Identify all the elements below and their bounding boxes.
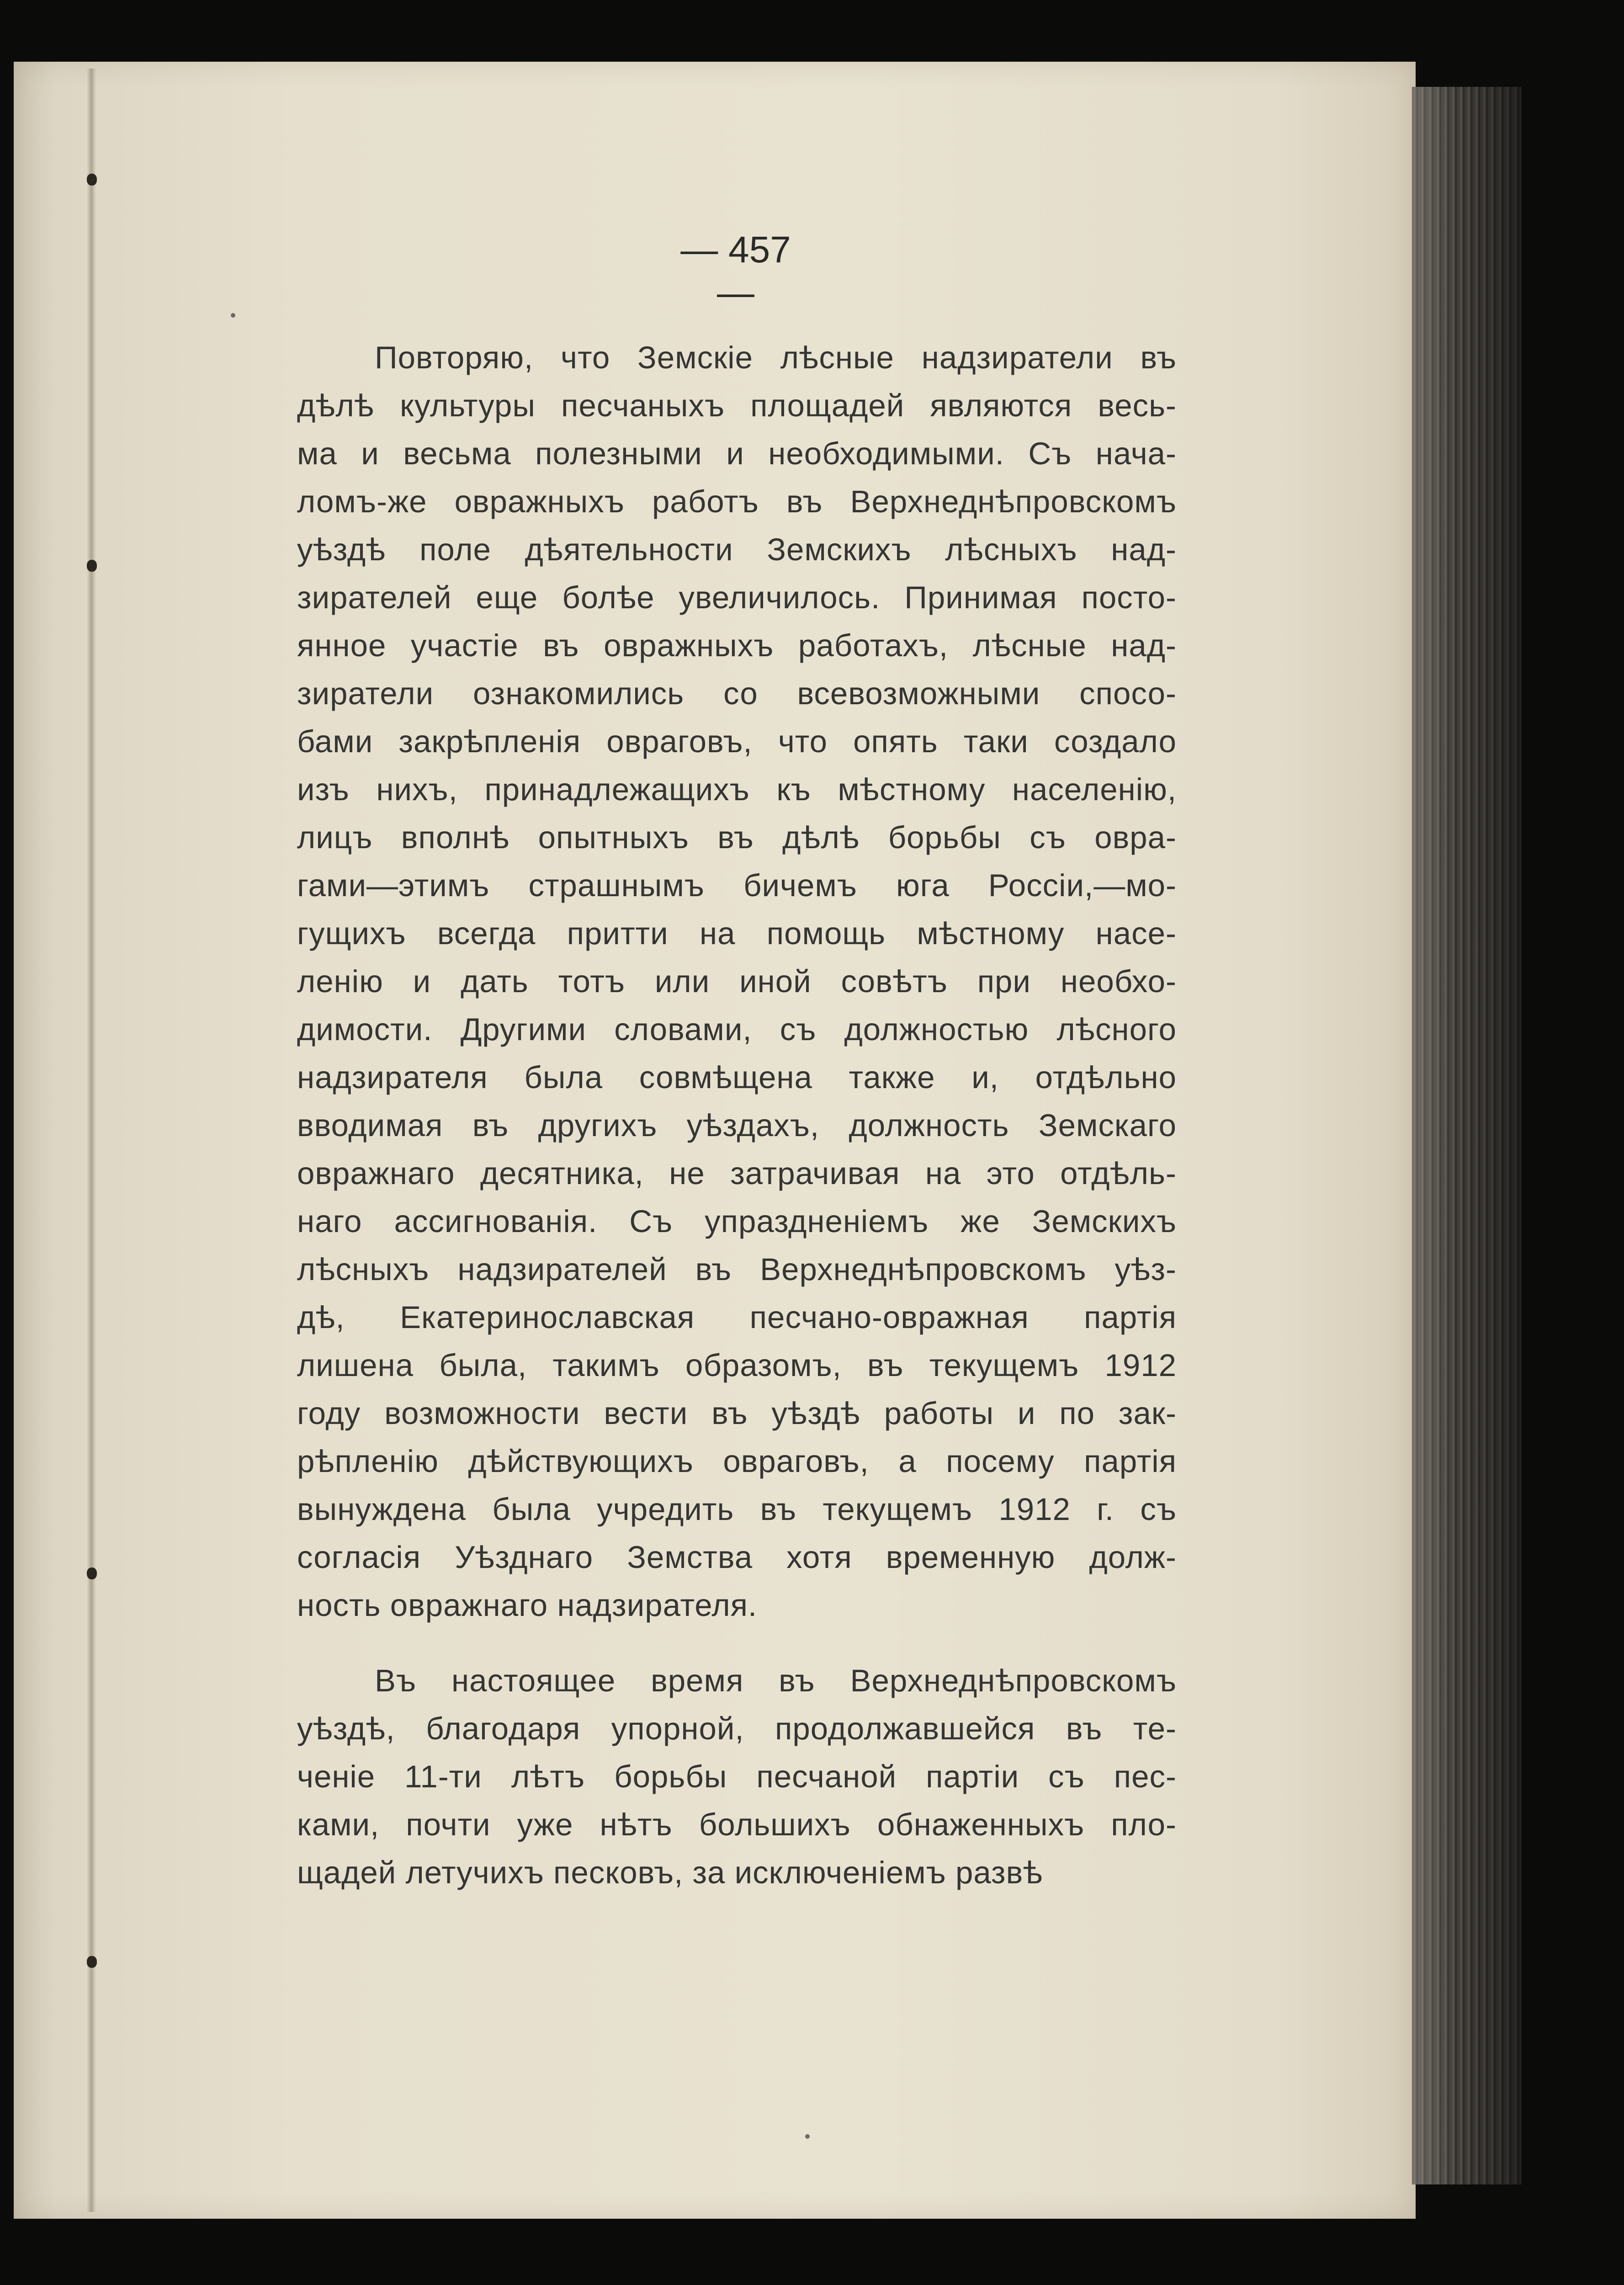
text-line: ленію и дать тотъ или иной совѣтъ при необхо-	[297, 964, 1177, 999]
text-line: изъ нихъ, принадлежащихъ къ мѣстному населенію,	[297, 772, 1177, 807]
text-line: вынуждена была учредить въ текущемъ 1912 г. съ	[297, 1492, 1177, 1527]
text-line: ма и весьма полезными и необходимыми. Съ нача-	[297, 436, 1177, 471]
text-line: янное участіе въ овражныхъ работахъ, лѣсные над-	[297, 628, 1177, 663]
binding-thread-mark	[87, 560, 97, 572]
text-line: бами закрѣпленія овраговъ, что опять таки создало	[297, 724, 1177, 759]
paragraph	[297, 1657, 1177, 1897]
page-number: — 457 —	[680, 229, 791, 314]
page-gutter-shadow	[87, 69, 96, 2212]
binding-thread-mark	[87, 174, 97, 186]
text-line: димости. Другими словами, съ должностью лѣсного	[297, 1012, 1177, 1047]
speck-mark	[805, 2134, 810, 2139]
text-line: Повторяю, что Земскіе лѣсные надзиратели въ	[375, 340, 1177, 375]
text-line: овражнаго десятника, не затрачивая на это отдѣль-	[297, 1156, 1177, 1191]
binding-thread-mark	[87, 1568, 97, 1579]
text-line: ность овражнаго надзирателя.	[297, 1588, 758, 1623]
text-line: уѣздѣ, благодаря упорной, продолжавшейся въ те-	[297, 1711, 1177, 1746]
text-line: ченіе 11-ти лѣтъ борьбы песчаной партіи съ пес-	[297, 1759, 1177, 1794]
text-line: уѣздѣ поле дѣятельности Земскихъ лѣсныхъ над-	[297, 532, 1177, 567]
text-line: дѣ, Екатеринославская песчано-овражная партія	[297, 1300, 1177, 1335]
text-line: году возможности вести въ уѣздѣ работы и по зак-	[297, 1396, 1177, 1431]
speck-mark	[231, 313, 235, 318]
text-line: гами—этимъ страшнымъ бичемъ юга Россіи,—мо-	[297, 868, 1177, 903]
text-line: гущихъ всегда притти на помощь мѣстному насе-	[297, 916, 1177, 951]
text-line: лицъ вполнѣ опытныхъ въ дѣлѣ борьбы съ овра-	[297, 820, 1177, 855]
paragraph	[297, 334, 1177, 1629]
text-line: лишена была, такимъ образомъ, въ текущемъ 1912	[297, 1348, 1177, 1383]
text-line: Въ настоящее время въ Верхнеднѣпровскомъ	[375, 1663, 1177, 1698]
text-line: зиратели ознакомились со всевозможными спосо-	[297, 676, 1177, 711]
text-line: вводимая въ другихъ уѣздахъ, должность Земскаго	[297, 1108, 1177, 1143]
page-edges-shading	[1412, 87, 1522, 2184]
text-line: ломъ-же овражныхъ работъ въ Верхнеднѣпровскомъ	[297, 484, 1177, 519]
text-line: ками, почти уже нѣтъ большихъ обнаженныхъ пло-	[297, 1807, 1177, 1842]
body-text	[297, 334, 1177, 1897]
text-line: согласія Уѣзднаго Земства хотя временную долж-	[297, 1540, 1177, 1575]
text-line: надзирателя была совмѣщена также и, отдѣльно	[297, 1060, 1177, 1095]
text-line: лѣсныхъ надзирателей въ Верхнеднѣпровскомъ уѣз-	[297, 1252, 1177, 1287]
text-line: наго ассигнованія. Съ упраздненіемъ же Земскихъ	[297, 1204, 1177, 1239]
text-line: зирателей еще болѣе увеличилось. Принимая посто-	[297, 580, 1177, 615]
text-line: дѣлѣ культуры песчаныхъ площадей являются весь-	[297, 388, 1177, 423]
binding-thread-mark	[87, 1956, 97, 1968]
text-line: щадей летучихъ песковъ, за исключеніемъ развѣ	[297, 1855, 1043, 1890]
text-line: рѣпленію дѣйствующихъ овраговъ, а посему партія	[297, 1444, 1177, 1479]
